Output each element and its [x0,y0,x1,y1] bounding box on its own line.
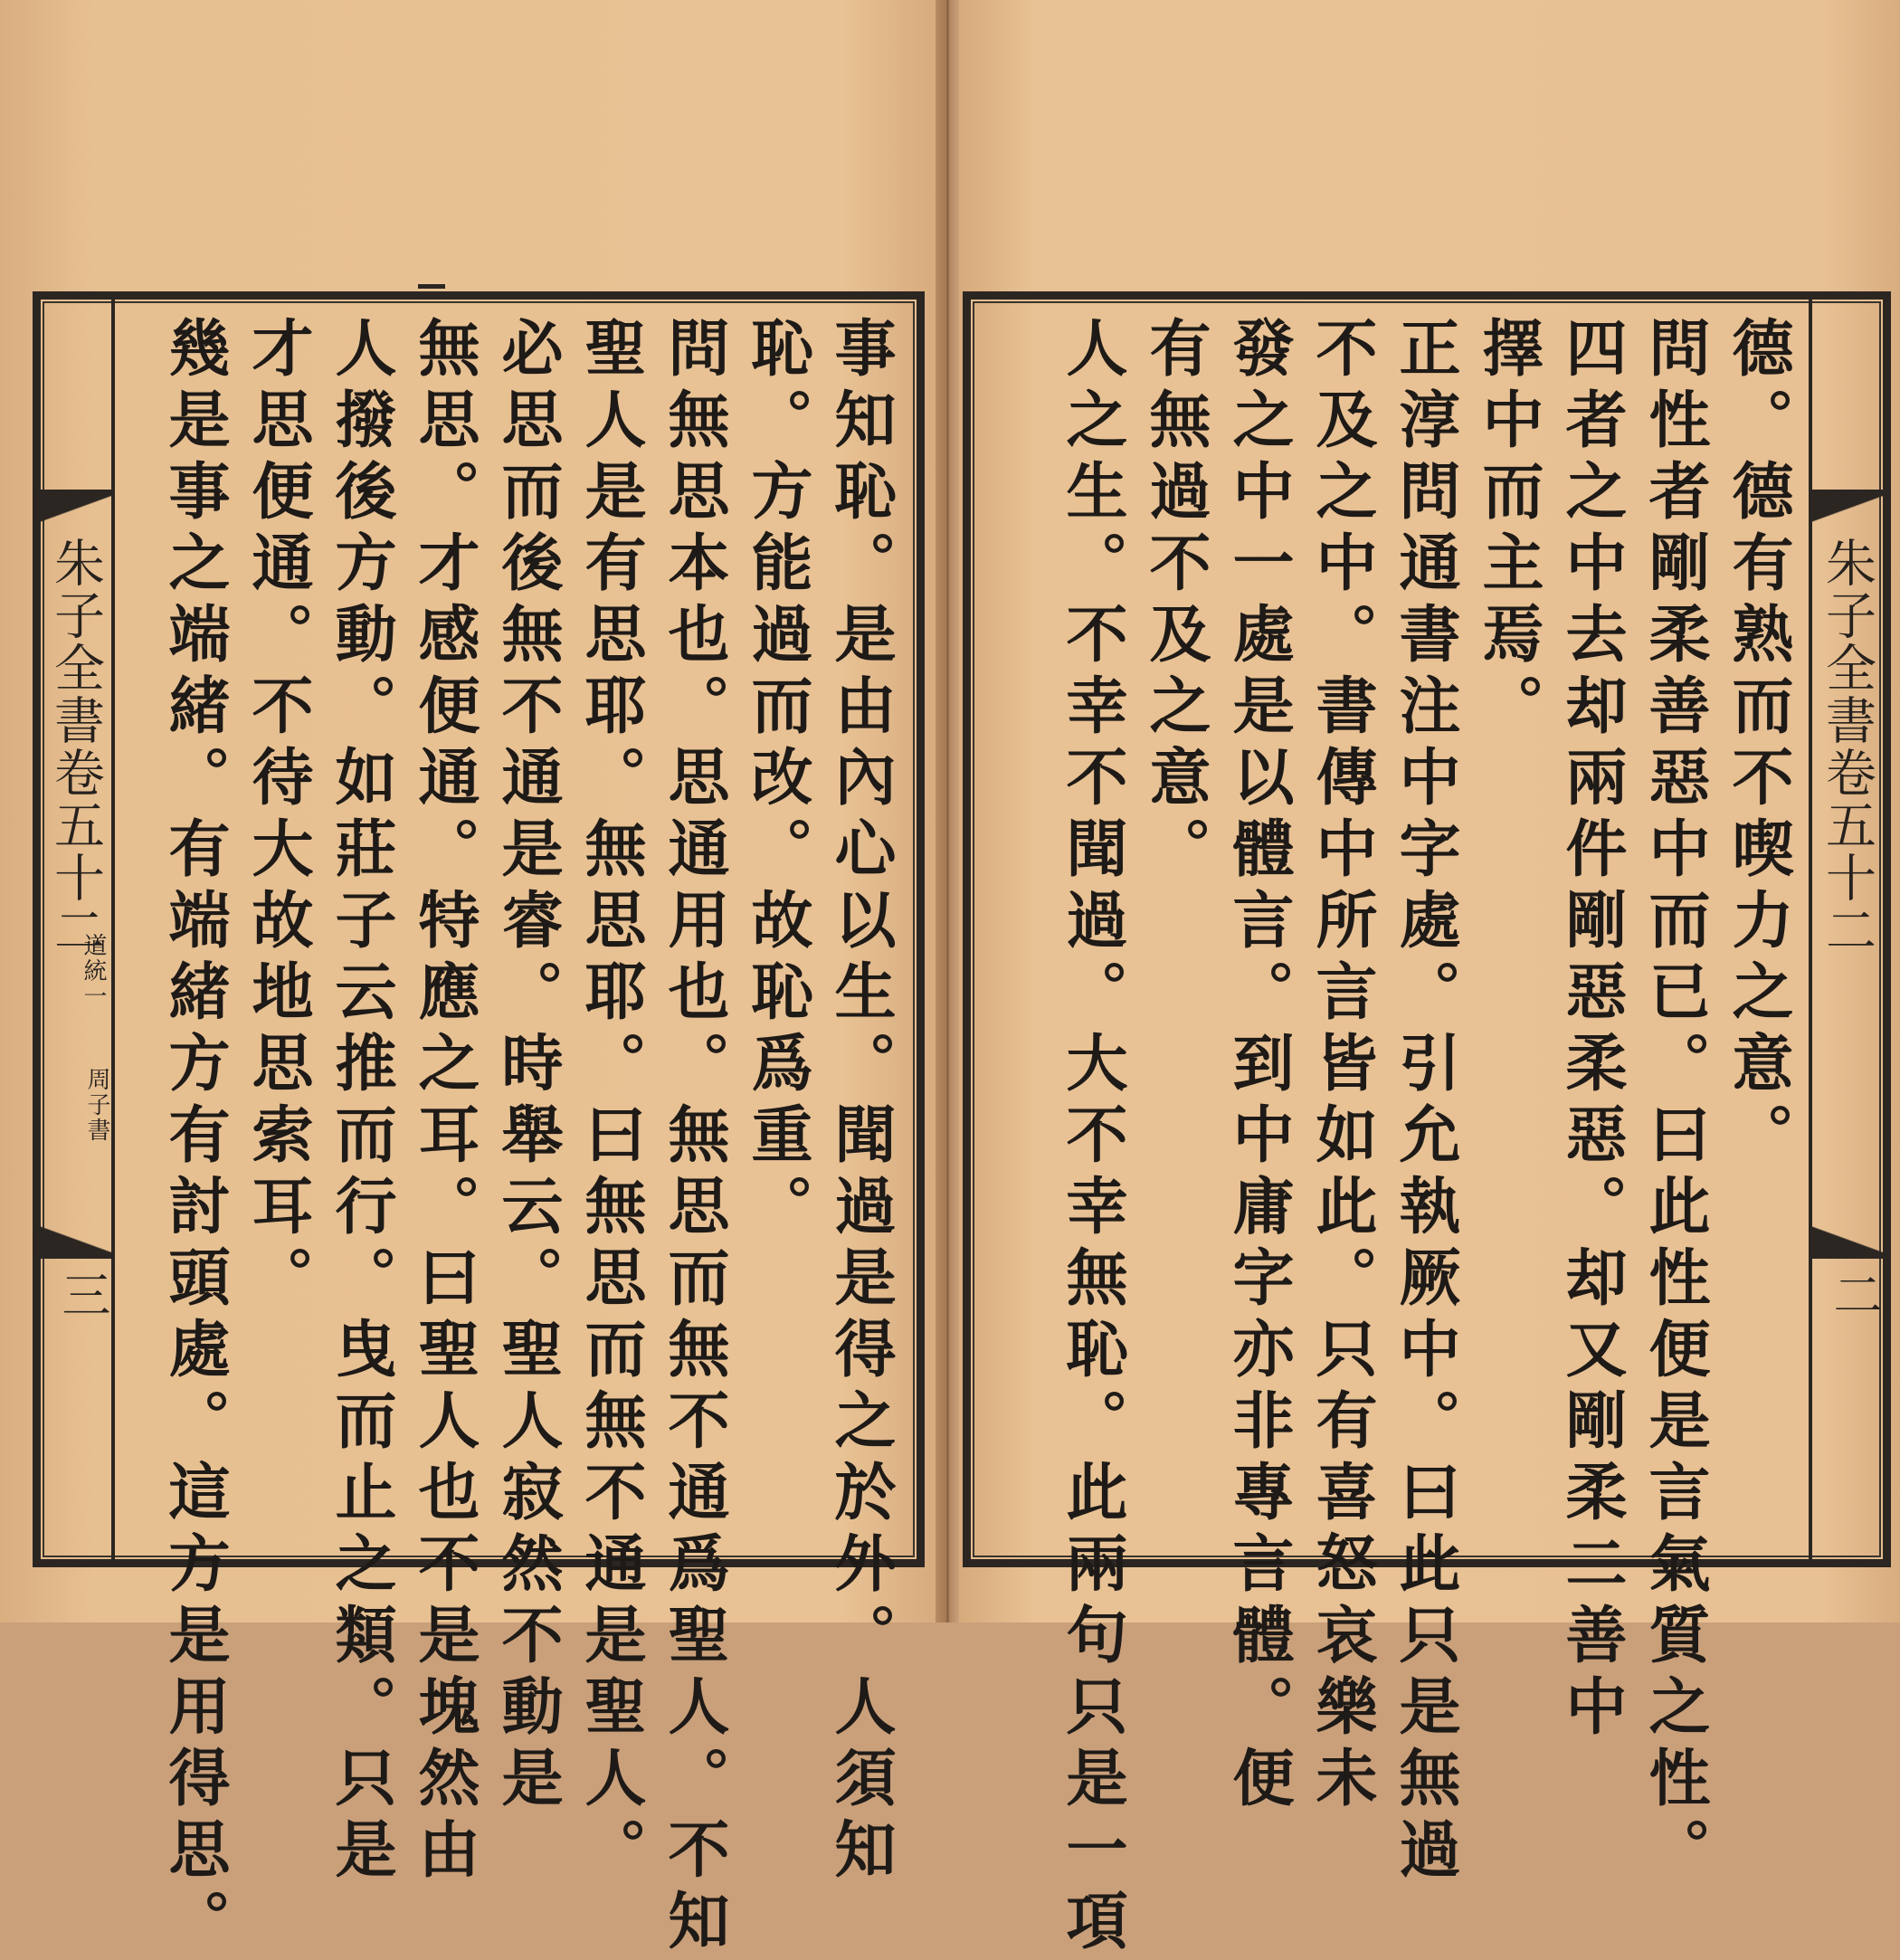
right-page-number: 二 [1826,1270,1883,1318]
text-column: 四者之中去却兩件剛惡柔惡。却又剛柔二善中 [1555,316,1628,1746]
text-column: 人撥後方動。如莊子云推而行。曳而止之類。只是 [325,316,397,1889]
left-fold-column [41,300,115,1559]
top-cut-mark [418,284,445,289]
left-page-text [122,316,902,1960]
text-column: 不及之中。書傳中所言皆如此。只有喜怒哀樂未 [1306,316,1378,1817]
text-column: 問性者剛柔善惡中而已。曰此性便是言氣質之性。 [1639,316,1711,1889]
text-column: 正淳問通書注中字處。引允執厥中。曰此只是無過 [1389,316,1461,1889]
left-page-frame [33,291,925,1960]
text-column: 事知恥。是由內心以生。聞過是得之於外。人須知 [824,316,897,1889]
bottom-fishtail-mark [1812,1219,1883,1259]
text-column: 德。德有熟而不喫力之意。 [1722,316,1794,1174]
text-column: 必思而後無不通是睿。時舉云。聖人寂然不動是 [491,316,564,1817]
text-column: 有無過不及之意。 [1139,316,1211,888]
text-column: 才思便通。不待大故地思索耳。 [242,316,314,1317]
top-fishtail-mark [1812,490,1883,529]
right-fold-title: 朱子全書卷五十二 [1818,537,1876,956]
text-column: 人之生。不幸不聞過。大不幸無恥。此兩句只是一項 [1056,316,1128,1960]
book-gutter [936,0,959,1622]
text-column: 幾是事之端緒。有端緒方有討頭處。這方是用得思。 [158,316,231,1960]
bottom-fishtail-mark [41,1219,111,1259]
left-fold-subsection: 周子書 [83,1067,110,1143]
text-column: 發之中一處是以體言。到中庸字亦非專言體。便 [1222,316,1295,1817]
right-page-text [983,316,1800,1960]
right-page-frame [963,291,1891,1960]
text-column: 無思。才感便通。特應之耳。曰聖人也不是塊然由 [408,316,480,1889]
left-page-number: 三 [54,1270,111,1318]
top-fishtail-mark [41,490,111,529]
text-column: 問無思本也。思通用也。無思而無不通爲聖人。不知 [658,316,730,1960]
text-column: 恥。方能過而改。故恥爲重。 [741,316,813,1245]
left-fold-title: 朱子全書卷五十二 [46,537,105,956]
left-fold-section: 道統一 [80,933,107,1009]
text-column: 擇中而主焉。 [1472,316,1544,745]
right-fold-column [1809,300,1883,1559]
text-column: 聖人是有思耶。無思耶。曰無思而無不通是聖人。 [575,316,647,1889]
